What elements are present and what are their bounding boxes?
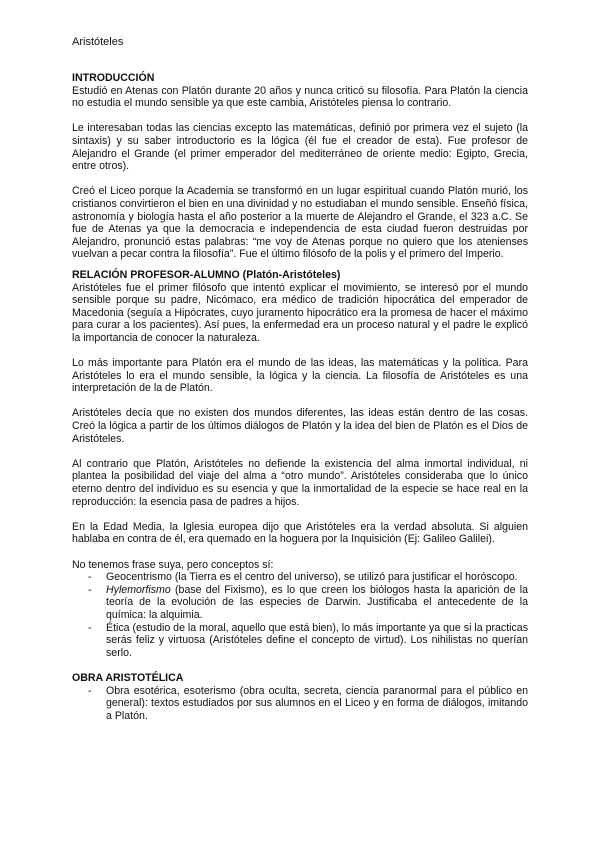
concepts-list [72, 571, 528, 659]
paragraph: Al contrario que Platón, Aristóteles no defiende la existencia del alma inmortal individual, ni plantea la posibilidad del viaje del alma a “otro mundo”. Aristóteles consideraba que lo único eterno dentro del individuo es su esencia y que la inmortalidad de la especie se hace real en la reproducción: la esencia pasa de padres a hijos. [72, 457, 528, 508]
paragraph: Le interesaban todas las ciencias excepto las matemáticas, definió por primera vez el sujeto (la sintaxis) y su saber introductorio es la lógica (él fue el creador de esta). Fue profesor de Alejandro el Grande (el primer emperador del mediterráneo de oriente medio: Egipto, Grecia, entre otros). [72, 122, 528, 173]
document-body [72, 72, 528, 735]
section-title-relacion: RELACIÓN PROFESOR-ALUMNO (Platón-Aristóteles) [72, 268, 341, 281]
paragraph: En la Edad Media, la Iglesia europea dijo que Aristóteles era la verdad absoluta. Si alguien hablaba en contra de él, era quemado en la hoguera por la Inquisición (Ej: Galileo Galilei). [72, 520, 528, 546]
paragraph: Estudió en Atenas con Platón durante 20 años y nunca criticó su filosofía. Para Platón la ciencia no estudia el mundo sensible ya que este cambia, Aristóteles piensa lo contrario. [72, 84, 528, 110]
list-item [72, 622, 528, 660]
paragraph: No tenemos frase suya, pero conceptos sí: [72, 558, 274, 571]
list-item-lead: Hylemorfismo [106, 583, 171, 596]
list-item-text: Ética (estudio de la moral, aquello que está bien), lo más importante ya que si la practicas serás feliz y virtuosa (Aristóteles define el concepto de virtud). Los nihilistas no querían serlo. [106, 621, 528, 659]
list-item [72, 584, 528, 622]
paragraph: Aristóteles decía que no existen dos mundos diferentes, las ideas están dentro de las cosas. Creó la lógica a partir de los últimos diálogos de Platón y la idea del bien de Platón es el Dios de Aristóteles. [72, 407, 528, 445]
list-item-text: Obra esotérica, esoterismo (obra oculta, secreta, ciencia paranormal para el público en general): textos estudiados por sus alumnos en el Liceo y en forma de diálogos, imitando a Platón. [106, 684, 528, 722]
paragraph: Aristóteles fue el primer filósofo que intentó explicar el movimiento, se interesó por el mundo sensible porque su padre, Nicómaco, era médico de tradición hipocrática del emperador de Macedonia (seguía a Hipócrates, cuyo juramento hipocrático era la promesa de hacer el máximo para curar a los pacientes). Así pues, la enfermedad era un proceso natural y el padre le explicó la importancia de conocer la naturaleza. [72, 281, 528, 344]
dash-bullet: - [88, 684, 92, 697]
dash-bullet: - [88, 571, 92, 584]
list-item-text: Geocentrismo (la Tierra es el centro del universo), se utilizó para justificar el horóscopo. [106, 571, 518, 584]
paragraph: Creó el Liceo porque la Academia se transformó en un lugar espiritual cuando Platón murió, los cristianos convirtieron el bien en una divinidad y no estudiaban el mundo sensible. Enseñó física, astronomía y biología hasta el año posterior a la muerte de Alejandro el Grande, el 323 a.C. Se fue de Atenas ya que la democracia e independencia de esta ciudad fueron destruidas por Alejandro, pronunció estas palabras: “me voy de Atenas porque no quiero que los atenienses vuelvan a pecar contra la filosofía”. Fue el último filósofo de la polis y el primero del Imperio. [72, 185, 528, 261]
dash-bullet: - [88, 621, 92, 634]
paragraph: Lo más importante para Platón era el mundo de las ideas, las matemáticas y la política. Para Aristóteles lo era el mundo sensible, la lógica y la ciencia. La filosofía de Aristóteles es una interpretación de la de Platón. [72, 357, 528, 395]
list-item-text: (base del Fixismo), es lo que creen los biólogos hasta la aparición de la teoría de la evolución de las especies de Darwin. Justificaba el antecedente de la química: la alquimia. [106, 583, 528, 621]
list-item [72, 685, 528, 723]
list-item [72, 571, 528, 584]
page-header: Aristóteles [72, 36, 124, 48]
section-title-obra: OBRA ARISTOTÉLICA [72, 671, 184, 684]
section-title-intro: INTRODUCCIÓN [72, 72, 155, 84]
dash-bullet: - [88, 583, 92, 596]
obra-list [72, 685, 528, 723]
